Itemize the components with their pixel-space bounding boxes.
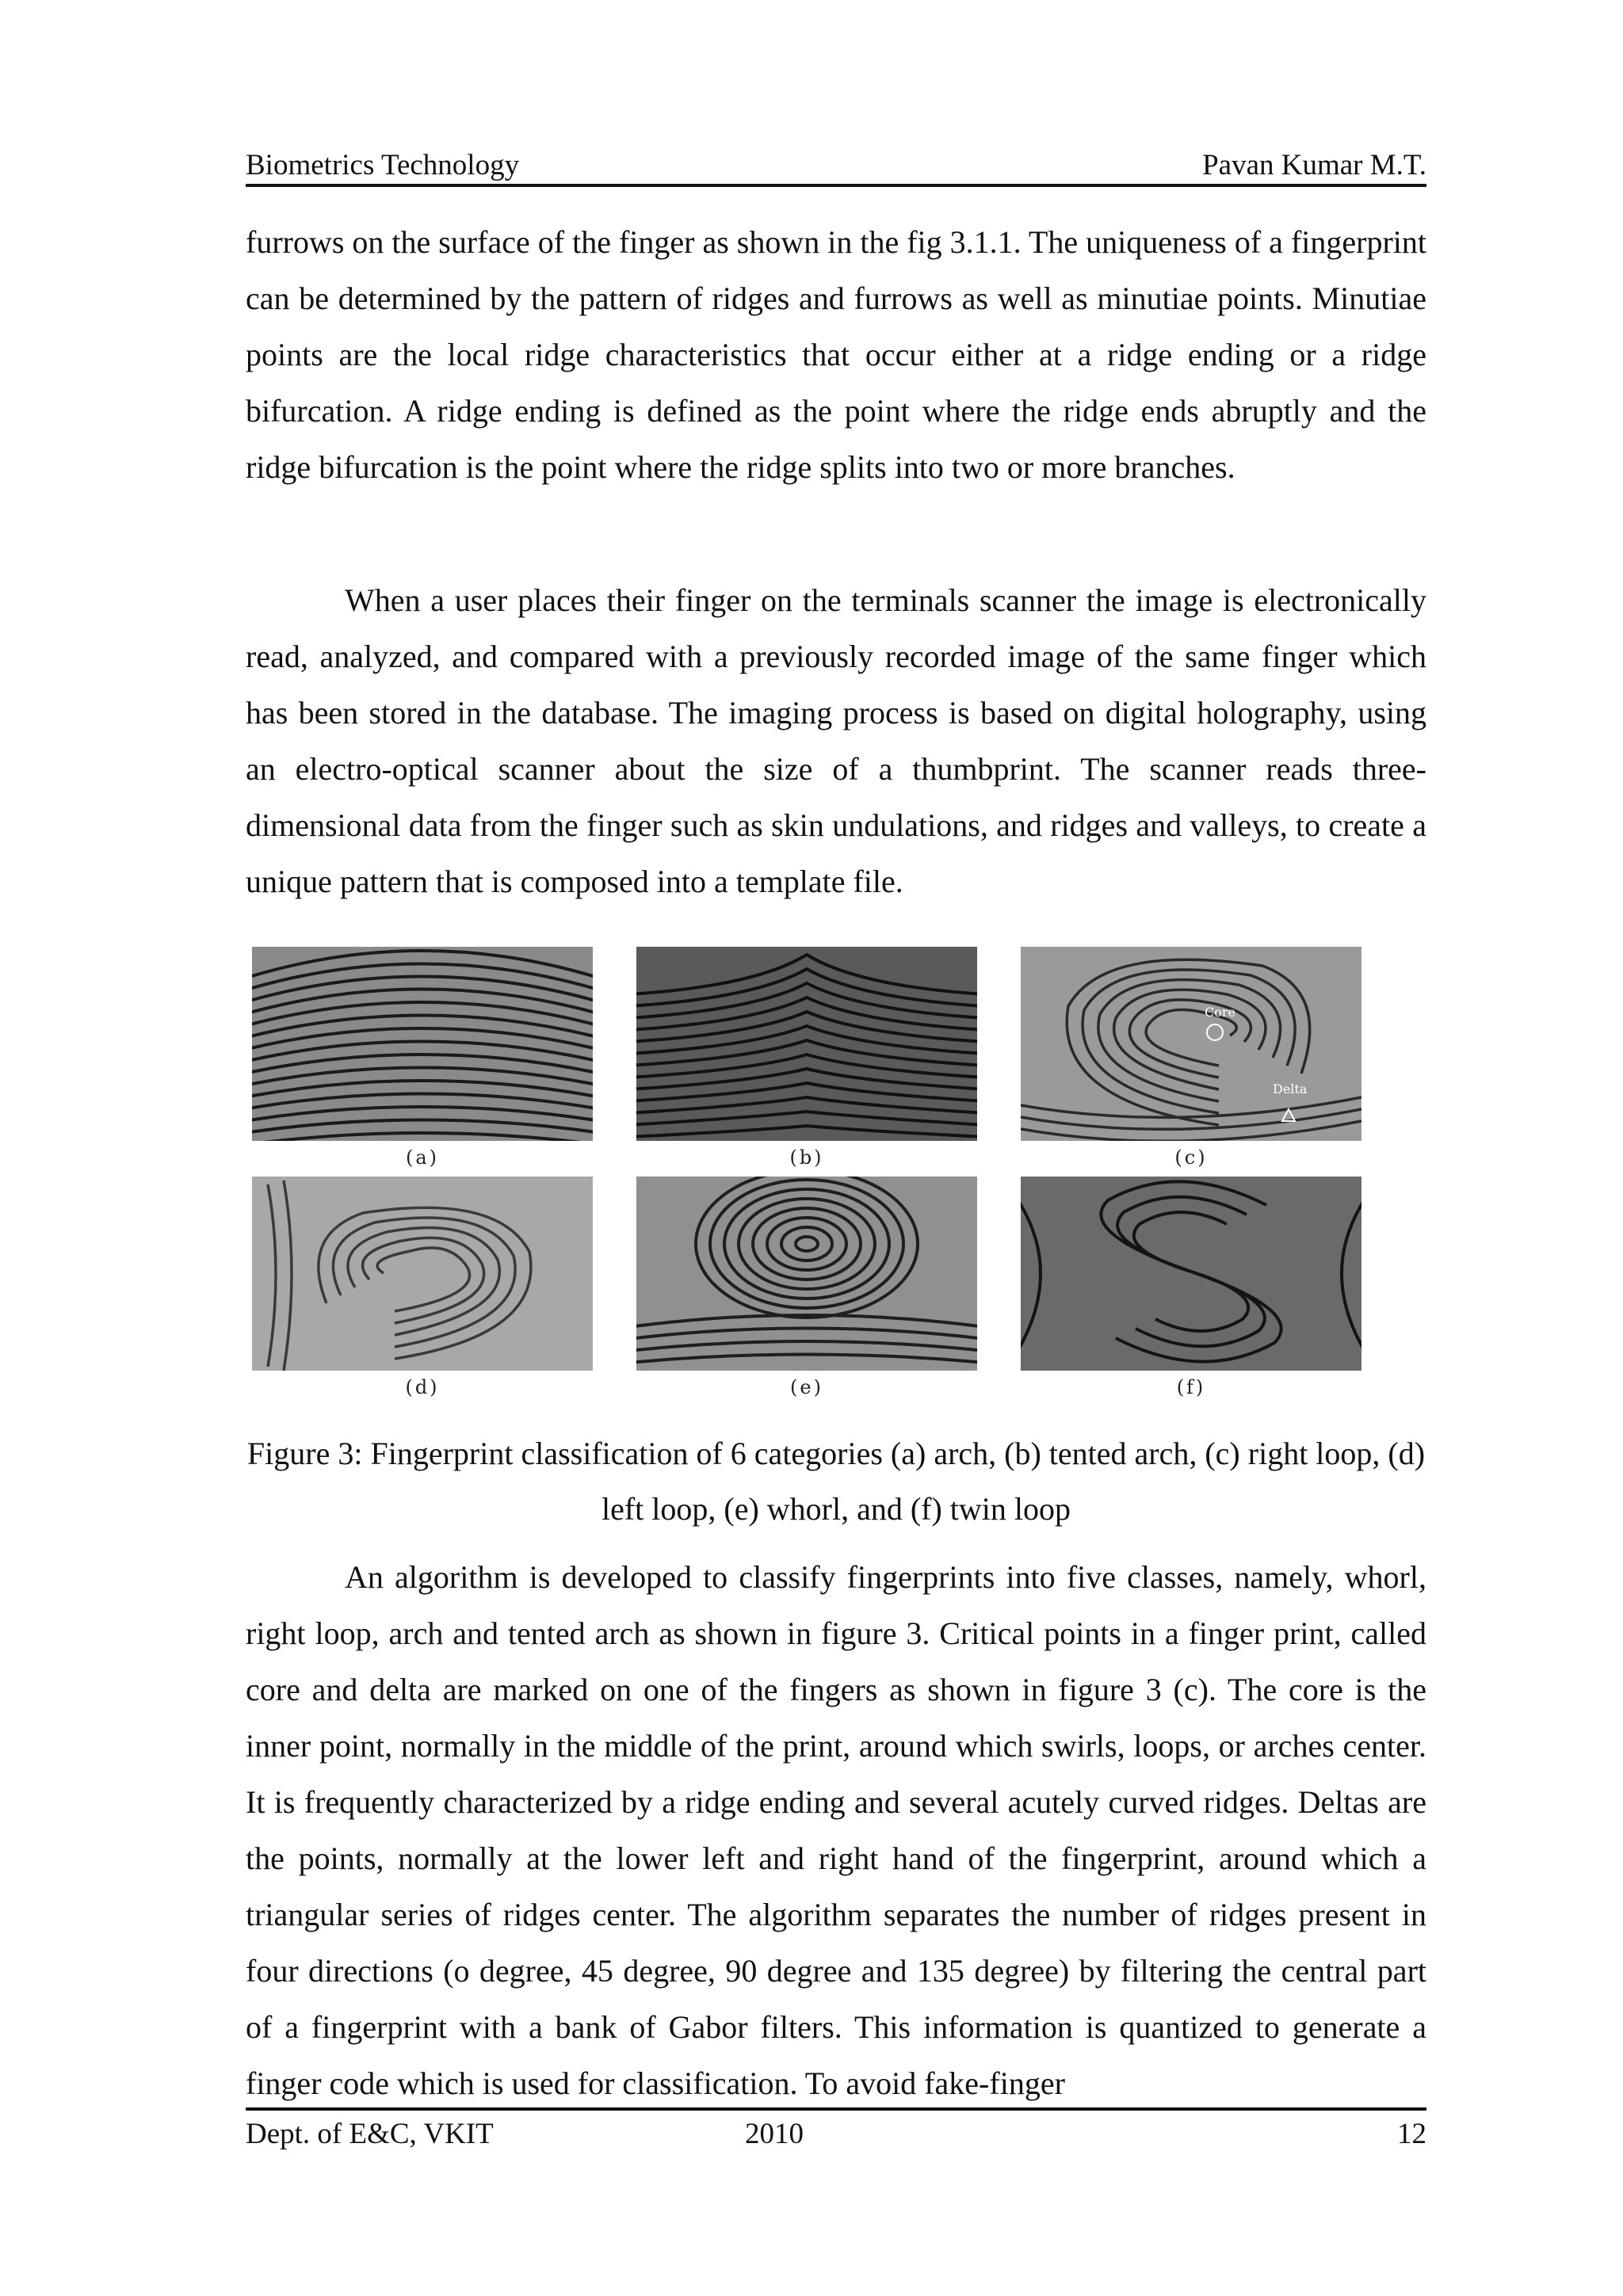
sublabel-c: (c) [1174,1146,1208,1169]
page-header [246,146,1426,187]
fingerprint-image-twin-loop [1021,1177,1361,1371]
paragraph-minutiae: furrows on the surface of the finger as shown in the fig 3.1.1. The uniqueness of a fingerprint can be determined by the pattern of ridges and furrows as well as minutiae points. Minutiae points are the local ridge characteristics that occur either at a ridge ending or a ridge bifurcation. A ridge ending is defined as the point where the ridge ends abruptly and the ridge bifurcation is the point where the ridge splits into two or more branches. [246,224,1426,485]
sublabel-e: (e) [790,1376,823,1398]
fingerprint-figure [252,947,1361,1406]
core-label: Core [1205,1005,1235,1020]
sublabel-a: (a) [405,1146,440,1169]
fingerprint-image-left-loop [252,1177,593,1371]
sublabel-d: (d) [405,1376,440,1398]
fingerprint-image-whorl [636,1177,977,1371]
delta-label: Delta [1273,1081,1308,1097]
paragraph-scanner: When a user places their finger on the terminals scanner the image is electronically read, analyzed, and compared with a previously recorded image of the same finger which has been stored in the database. The imaging process is based on digital holography, using an electro-optical scanner about the size of a thumbprint. The scanner reads three-dimensional data from the finger such as skin undulations, and ridges and valleys, to create a unique pattern that is composed into a template file. [246,582,1426,899]
figure-caption: Figure 3: Fingerprint classification of 6 categories (a) arch, (b) tented arch, (c) right loop, (d) left loop, (e) whorl, and (f) twin loop [246,1436,1426,1527]
page-number: 12 [1397,2118,1426,2150]
header-author: Pavan Kumar M.T. [1202,149,1426,181]
fingerprint-image-tented-arch [636,947,977,1141]
page-footer [246,2107,1426,2158]
paragraph-algorithm: An algorithm is developed to classify fingerprints into five classes, namely, whorl, right loop, arch and tented arch as shown in figure 3. Critical points in a finger print, called core and delta are marked on one of the fingers as shown in figure 3 (c). The core is the inner point, normally in the middle of the print, around which swirls, loops, or arches center. It is frequently characterized by a ridge ending and several acutely curved ridges. Deltas are the points, normally at the lower left and right hand of the fingerprint, around which a triangular series of ridges center. The algorithm separates the number of ridges present in four directions (o degree, 45 degree, 90 degree and 135 degree) by filtering the central part of a fingerprint with a bank of Gabor filters. This information is quantized to generate a finger code which is used for classification. To avoid fake-finger [246,1559,1426,2101]
fingerprint-image-right-loop [1021,947,1361,1141]
footer-department: Dept. of E&C, VKIT [246,2118,494,2150]
footer-year: 2010 [745,2118,804,2150]
fingerprint-image-arch [252,947,593,1141]
sublabel-b: (b) [789,1146,824,1169]
sublabel-f: (f) [1176,1376,1206,1398]
header-title: Biometrics Technology [246,149,520,181]
